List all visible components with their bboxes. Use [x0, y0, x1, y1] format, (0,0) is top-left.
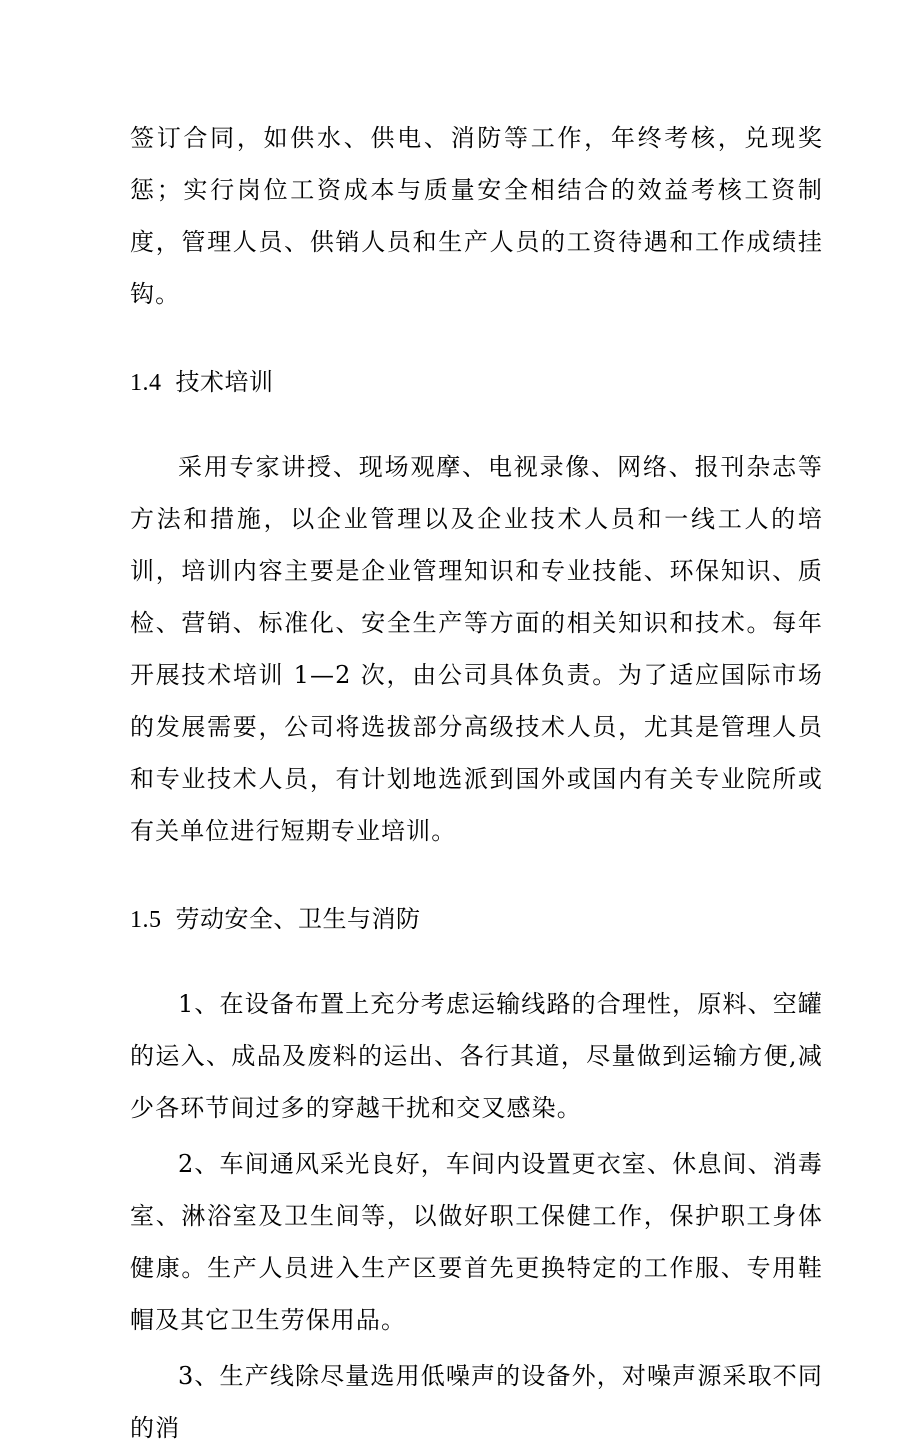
list-item: 1、在设备布置上充分考虑运输线路的合理性，原料、空罐的运入、成品及废料的运出、各行其道，尽量做到运输方便,减少各环节间过多的穿越干扰和交叉感染。	[130, 990, 823, 1122]
section-number: 1.5	[130, 907, 162, 933]
section-number: 1.4	[130, 370, 162, 396]
list-item: 2、车间通风采光良好，车间内设置更衣室、休息间、消毒室、淋浴室及卫生间等，以做好职工保健工作，保护职工身体健康。生产人员进入生产区要首先更换特定的工作服、专用鞋帽及其它卫生劳保用品。	[130, 1150, 823, 1334]
section-heading-1-5	[130, 893, 823, 946]
paragraph-continuation: 签订合同，如供水、供电、消防等工作，年终考核，兑现奖惩；实行岗位工资成本与质量安全相结合的效益考核工资制度，管理人员、供销人员和生产人员的工资待遇和工作成绩挂钩。	[130, 124, 823, 308]
section-title: 技术培训	[175, 368, 274, 396]
section-heading-1-4	[130, 356, 823, 409]
section-title: 劳动安全、卫生与消防	[175, 905, 421, 933]
spacer	[130, 946, 823, 978]
section-1-4-body: 采用专家讲授、现场观摩、电视录像、网络、报刊杂志等方法和措施，以企业管理以及企业技术人员和一线工人的培训，培训内容主要是企业管理知识和专业技能、环保知识、质检、营销、标准化、安全生产等方面的相关知识和技术。每年开展技术培训 1—2 次，由公司具体负责。为了适应国际市场的发展需要，公司将选拔部分高级技术人员，尤其是管理人员和专业技术人员，有计划地选派到国外或国内有关专业院所或有关单位进行短期专业培训。	[130, 453, 823, 845]
spacer	[130, 320, 823, 356]
list-item: 3、生产线除尽量选用低噪声的设备外，对噪声源采取不同的消	[130, 1362, 823, 1442]
spacer	[130, 409, 823, 441]
spacer	[130, 857, 823, 893]
document-body	[130, 112, 823, 1454]
